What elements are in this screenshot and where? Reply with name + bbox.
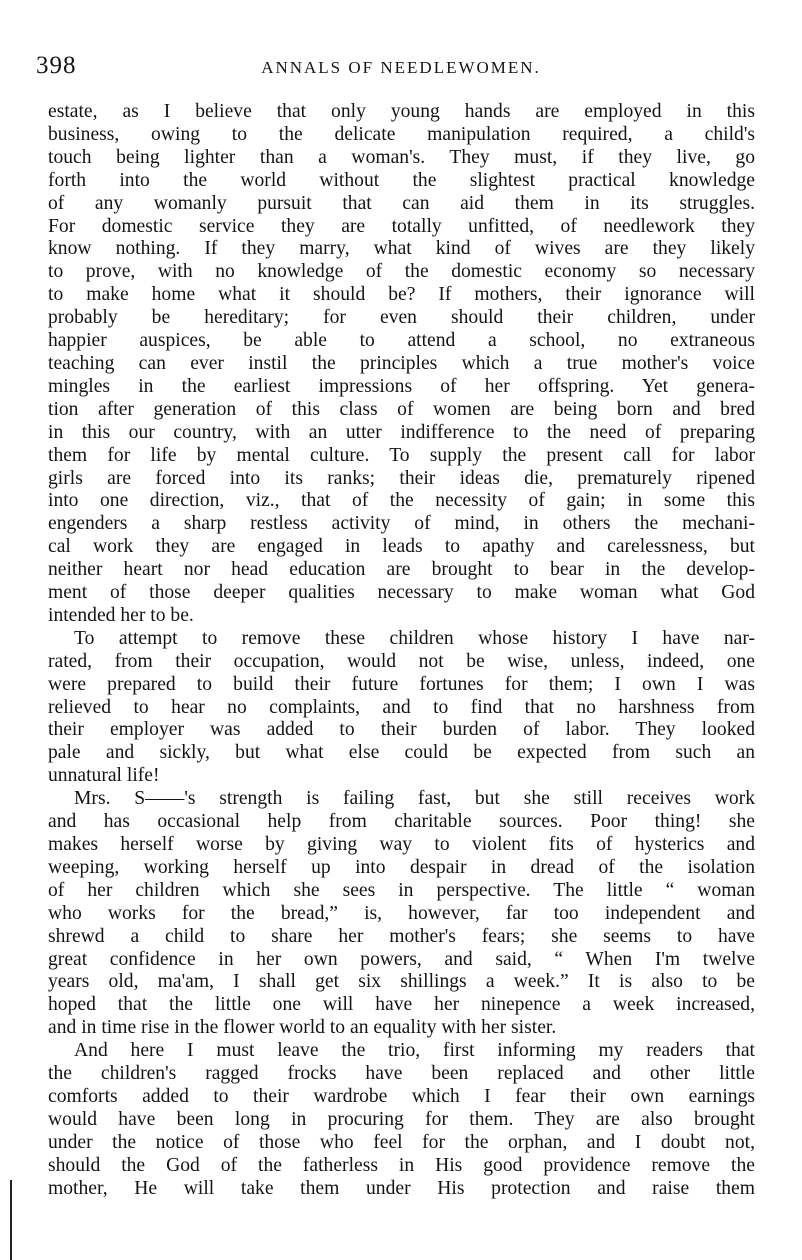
text-line: cal work they are engaged in leads to apathy and carelessness, but <box>48 536 755 558</box>
text-line: years old, ma'am, I shall get six shillings a week.” It is also to be <box>48 971 755 993</box>
paragraph <box>48 101 755 628</box>
text-line: to prove, with no knowledge of the domestic economy so necessary <box>48 261 755 283</box>
text-line: relieved to hear no complaints, and to find that no harshness from <box>48 696 755 718</box>
text-line: mother, He will take them under His protection and raise them <box>48 1177 755 1199</box>
text-line: makes herself worse by giving way to violent fits of hysterics and <box>48 834 755 855</box>
text-line: great confidence in her own powers, and said, “ When I'm twelve <box>48 948 755 970</box>
text-line: mingles in the earliest impressions of her offspring. Yet genera- <box>48 375 755 397</box>
text-line: tion after generation of this class of women are being born and bred <box>48 398 755 420</box>
text-line: probably be hereditary; for even should their children, under <box>48 307 755 329</box>
text-line: And here I must leave the trio, first informing my readers that <box>74 1040 755 1062</box>
text-line: touch being lighter than a woman's. They must, if they live, go <box>48 146 755 168</box>
text-line: should the God of the fatherless in His good providence remove the <box>48 1154 755 1176</box>
text-line: were prepared to build their future fortunes for them; I own I was <box>48 673 755 695</box>
text-line: girls are forced into its ranks; their ideas die, prematurely ripened <box>48 467 755 489</box>
margin-rule <box>10 1180 12 1260</box>
page-header <box>36 52 756 86</box>
text-line: of her children which she sees in perspective. The little “ woman <box>48 879 755 901</box>
text-line: comforts added to their wardrobe which I fear their own earnings <box>48 1085 755 1107</box>
text-line: hoped that the little one will have her ninepence a week increased, <box>48 994 755 1016</box>
text-line: of any womanly pursuit that can aid them in its struggles. <box>48 192 755 214</box>
text-line: into one direction, viz., that of the necessity of gain; in some this <box>48 490 755 512</box>
paragraph <box>48 1040 755 1200</box>
text-line: shrewd a child to share her mother's fears; she seems to have <box>48 925 755 947</box>
text-line: forth into the world without the slightest practical knowledge <box>48 169 755 191</box>
text-line: the children's ragged frocks have been replaced and other little <box>48 1063 755 1085</box>
running-head: ANNALS OF NEEDLEWOMEN. <box>261 58 541 77</box>
paragraph <box>48 628 755 788</box>
text-line: For domestic service they are totally unfitted, of needlework they <box>48 215 755 237</box>
text-line: under the notice of those who feel for the orphan, and I doubt not, <box>48 1131 755 1153</box>
text-line: and in time rise in the flower world to an equality with her sister. <box>48 1017 557 1039</box>
text-line: their employer was added to their burden of labor. They looked <box>48 719 755 741</box>
body-text <box>48 101 755 1201</box>
text-line: weeping, working herself up into despair in dread of the isolation <box>48 856 755 878</box>
text-line: ment of those deeper qualities necessary to make woman what God <box>48 582 755 604</box>
text-line: estate, as I believe that only young hands are employed in this <box>48 101 755 122</box>
text-line: business, owing to the delicate manipulation required, a child's <box>48 123 755 145</box>
text-line: teaching can ever instil the principles which a true mother's voice <box>48 352 755 374</box>
text-line: engenders a sharp restless activity of mind, in others the mechani- <box>48 513 755 535</box>
text-line: rated, from their occupation, would not be wise, unless, indeed, one <box>48 650 755 672</box>
text-line: To attempt to remove these children whose history I have nar- <box>74 627 755 649</box>
paragraph <box>48 788 755 1040</box>
text-line: unnatural life! <box>48 765 160 787</box>
text-line: to make home what it should be? If mothers, their ignorance will <box>48 284 755 306</box>
text-line: neither heart nor head education are brought to bear in the develop- <box>48 559 755 581</box>
text-line: and has occasional help from charitable sources. Poor thing! she <box>48 811 755 833</box>
text-line: would have been long in procuring for them. They are also brought <box>48 1108 755 1130</box>
text-line: intended her to be. <box>48 604 194 626</box>
text-line: them for life by mental culture. To supply the present call for labor <box>48 444 755 466</box>
text-line: who works for the bread,” is, however, far too independent and <box>48 902 755 924</box>
text-line: pale and sickly, but what else could be expected from such an <box>48 742 755 764</box>
text-line: in this our country, with an utter indifference to the need of preparing <box>48 421 755 443</box>
text-line: happier auspices, be able to attend a school, no extraneous <box>48 330 755 352</box>
text-line: Mrs. S——'s strength is failing fast, but she still receives work <box>74 788 755 810</box>
page-number: 398 <box>36 52 77 79</box>
text-line: know nothing. If they marry, what kind of wives are they likely <box>48 238 755 260</box>
